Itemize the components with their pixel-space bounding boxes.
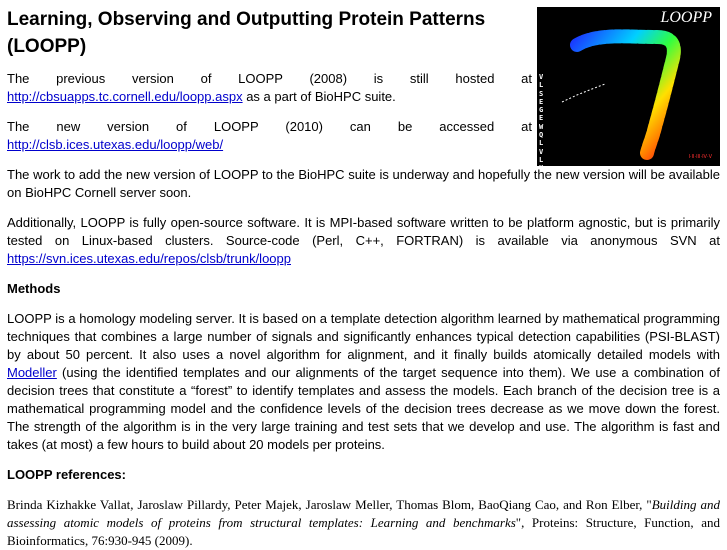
references-heading: LOOPP references: [7,467,126,482]
reference-entry [7,496,720,550]
methods-paragraph [7,310,720,454]
reference-journal: ", Proteins: Structure, Function, and Bioinformatics, 76:930-945 (2009). [7,515,720,548]
new-version-paragraph [7,118,532,154]
methods-text-before: LOOPP is a homology modeling server. It is based on a template detection algorithm learned by mathematical programming techniques that combines a large number of signals and significantly enhances typical detection capabilities (PSI-BLAST) by about 50 percent. It also uses a novel algorithm for alignment, and it finally builds atomically detailed models with [7,311,720,362]
reference-authors: Brinda Kizhakke Vallat, Jaroslaw Pillardy, Peter Majek, Jaroslaw Meller, Thomas Blom, BaoQiang Cao, and Ron Elber, " [7,497,652,512]
work-paragraph: The work to add the new version of LOOPP to the BioHPC suite is underway and hopefully the new version will be available on BioHPC Cornell server soon. [7,167,720,200]
cornell-loopp-link[interactable]: http://cbsuapps.tc.cornell.edu/loopp.aspx [7,89,243,104]
utexas-loopp-link[interactable]: http://clsb.ices.utexas.edu/loopp/web/ [7,137,224,152]
methods-text-after: (using the identified templates and our alignments of the target sequence into them). We use a combination of decision trees that constitute a “forest” to identify templates and assess the models. Each branch of the decision tree is a mathematical programming model and the confidence levels of the decision trees decrease as we move down the forest. The strength of the algorithm is in the very large training and test sets that we develop and use. The algorithm is fast and takes (at most) a few hours to build about 20 models per proteins. [7,365,720,452]
main-content [7,6,720,550]
open-source-text: Additionally, LOOPP is fully open-source software. It is MPI-based software written to be platform agnostic, but is primarily tested on Linux-based clusters. Source-code (Perl, C++, FORTRAN) is available via anonymous SVN at [7,215,720,248]
new-version-text: The new version of LOOPP (2010) can be accessed at [7,119,532,134]
logo-footer: I·II·III·IV·V [688,154,712,160]
methods-heading: Methods [7,281,61,296]
svn-link[interactable]: https://svn.ices.utexas.edu/repos/clsb/trunk/loopp [7,251,291,266]
open-source-paragraph [7,214,720,268]
logo-title: LOOPP [660,9,712,26]
modeller-link[interactable]: Modeller [7,365,57,380]
reference-title: Building and assessing atomic models of proteins from structural templates: Learning and benchmarks [7,497,720,530]
previous-version-paragraph [7,70,532,106]
previous-version-text: The previous version of LOOPP (2008) is still hosted at [7,71,532,86]
previous-version-after: as a part of BioHPC suite. [242,89,396,104]
logo-sequence: VLSEGEWQLVL [539,73,544,164]
page-title: Learning, Observing and Outputting Protein Patterns (LOOPP) [7,9,486,57]
